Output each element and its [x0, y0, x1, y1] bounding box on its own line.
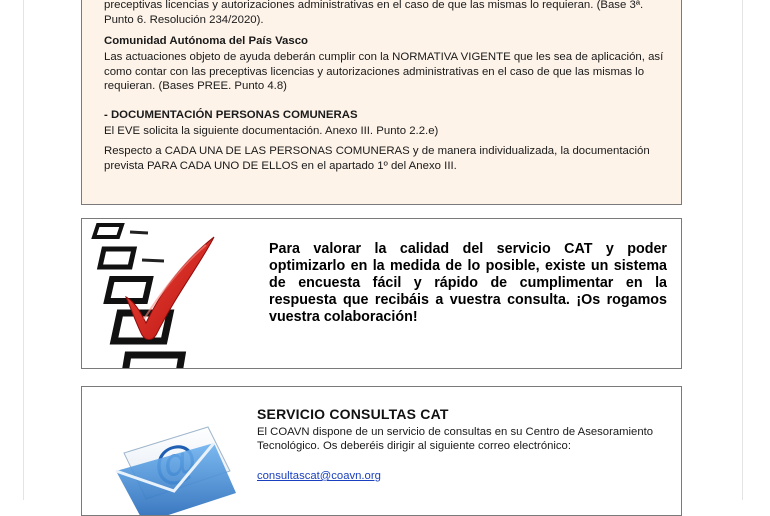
checkbox-icon: [124, 355, 182, 369]
checkbox-icon: [94, 225, 148, 237]
cat-service-box: [81, 386, 682, 516]
paragraph-eve: El EVE solicita la siguiente documentación. Anexo III. Punto 2.2.e): [104, 125, 439, 137]
heading-documentacion: - DOCUMENTACIÓN PERSONAS COMUNERAS: [104, 109, 358, 121]
cat-title: SERVICIO CONSULTAS CAT: [257, 406, 449, 422]
paragraph-normativa: Las actuaciones objeto de ayuda deberán cumplir con la NORMATIVA VIGENTE que les sea de aplicación, así como contar con las preceptivas licencias y autorizaciones administrativas en el caso de que las mismas lo requieran. (Bases PREE. Punto 4.8): [104, 51, 664, 93]
heading-pais-vasco: Comunidad Autónoma del País Vasco: [104, 35, 309, 47]
paragraph-comuneras: Respecto a CADA UNA DE LAS PERSONAS COMUNERAS y de manera individualizada, la documentación prevista PARA CADA UNO DE ELLOS en el apartado 1º del Anexo III.: [104, 145, 650, 172]
email-envelope-icon: [104, 413, 244, 516]
normativa-box: [81, 0, 682, 205]
checkbox-icon: [100, 249, 164, 267]
survey-box: [81, 218, 682, 369]
checklist-icon: [82, 219, 267, 369]
cat-description: El COAVN dispone de un servicio de consultas en su Centro de Asesoramiento Tecnológico. Os deberéis dirigir al siguiente correo electrónico:: [257, 426, 654, 453]
checkbox-icon: [107, 279, 150, 301]
cat-email-link[interactable]: consultascat@coavn.org: [257, 470, 381, 482]
paragraph-licencias: preceptivas licencias y autorizaciones administrativas en el caso de que las mismas lo requieran. (Base 3ª. Punto 6. Resolución 234/2020).: [104, 0, 644, 26]
survey-message: Para valorar la calidad del servicio CAT y poder optimizarlo en la medida de lo posible, existe un sistema de encuesta fácil y rápido de cumplimentar en la respuesta que recibáis a vuestra consulta. ¡Os rogamos vuestra colaboración!: [269, 241, 667, 325]
